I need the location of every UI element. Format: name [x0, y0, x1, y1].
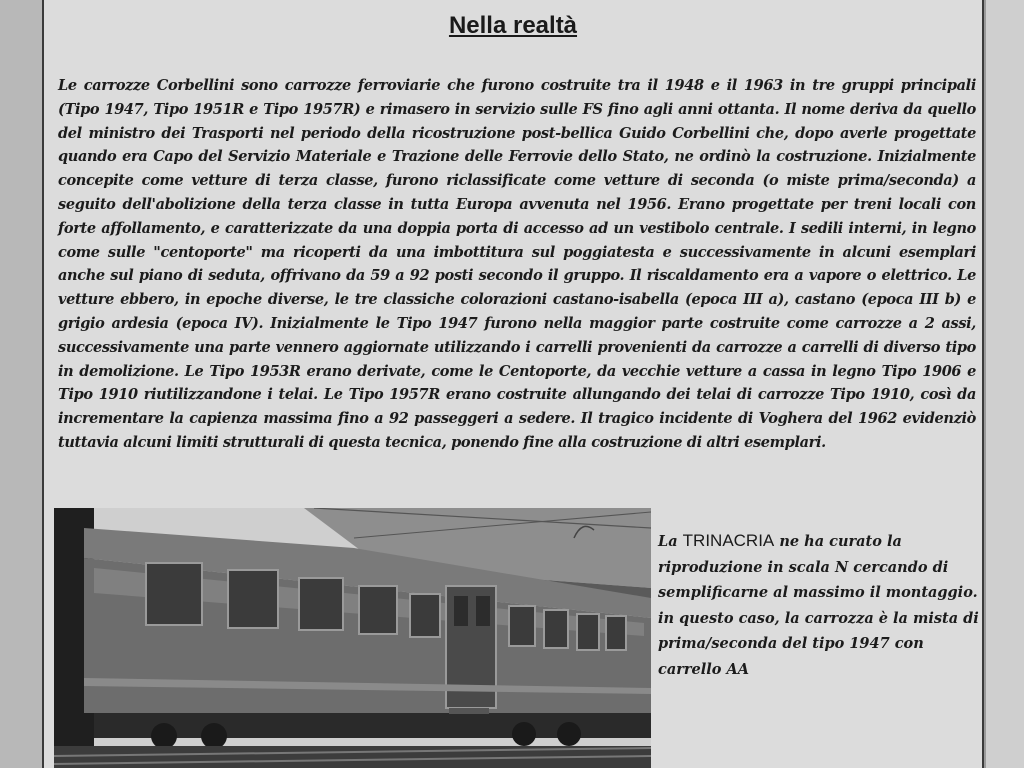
document-page [42, 0, 984, 768]
photo-caption [658, 528, 980, 683]
caption-prefix: La [658, 533, 678, 550]
left-margin [0, 0, 42, 768]
right-margin [986, 0, 1024, 768]
body-paragraph: Le carrozze Corbellini sono carrozze ferroviarie che furono costruite tra il 1948 e il 1963 in tre gruppi principali (Tipo 1947, Tipo 1951R e Tipo 1957R) e rimasero in servizio sulle FS fino agli anni ottanta. Il nome deriva da quello del ministro dei Trasporti nel periodo della ricostruzione post-bellica Guido Corbellini che, dopo averle progettate quando era Capo del Servizio Materiale e Trazione delle Ferrovie dello Stato, ne ordinò la costruzione. Inizialmente concepite come vetture di terza classe, furono riclassificate come vetture di seconda (o miste prima/seconda) a seguito dell'abolizione della terza classe in tutta Europa avvenuta nel 1956. Erano progettate per treni locali con forte affollamento, e caratterizzate da una doppia porta di accesso ad un vestibolo centrale. I sedili interni, in legno come sulle "centoporte" ma ricoperti da una imbottitura sul poggiatesta e successivamente in alcuni esemplari anche sul piano di seduta, offrivano da 59 a 92 posti secondo il gruppo. Il riscaldamento era a vapore o elettrico. Le vetture ebbero, in epoche diverse, le tre classiche colorazioni castano-isabella (epoca III a), castano (epoca III b) e grigio ardesia (epoca IV). Inizialmente le Tipo 1947 furono nella maggior parte costruite come carrozze a 2 assi, successivamente una parte vennero aggiornate utilizzando i carrelli provenienti da carrozze a carrelli di diverso tipo in demolizione. Le Tipo 1953R erano derivate, come le Centoporte, da vecchie vetture a cassa in legno Tipo 1906 e Tipo 1910 riutilizzandone i telai. Le Tipo 1957R erano costruite allungando dei telai di carrozze Tipo 1910, così da incrementare la capienza massima fino a 92 passeggeri a sedere. Il tragico incidente di Voghera del 1962 evidenziò tuttavia alcuni limiti strutturali di questa tecnica, ponendo fine alla costruzione di altri esemplari. [58, 77, 976, 451]
caption-text: ne ha curato la riproduzione in scala N cercando di semplificarne al massimo il montaggio. in questo caso, la carrozza è la mista di prima/seconda del tipo 1947 con carrello AA [658, 533, 979, 678]
page-title: Nella realtà [448, 12, 578, 39]
train-carriage-photo [54, 508, 651, 768]
caption-brand: TRINACRIA [682, 531, 775, 550]
